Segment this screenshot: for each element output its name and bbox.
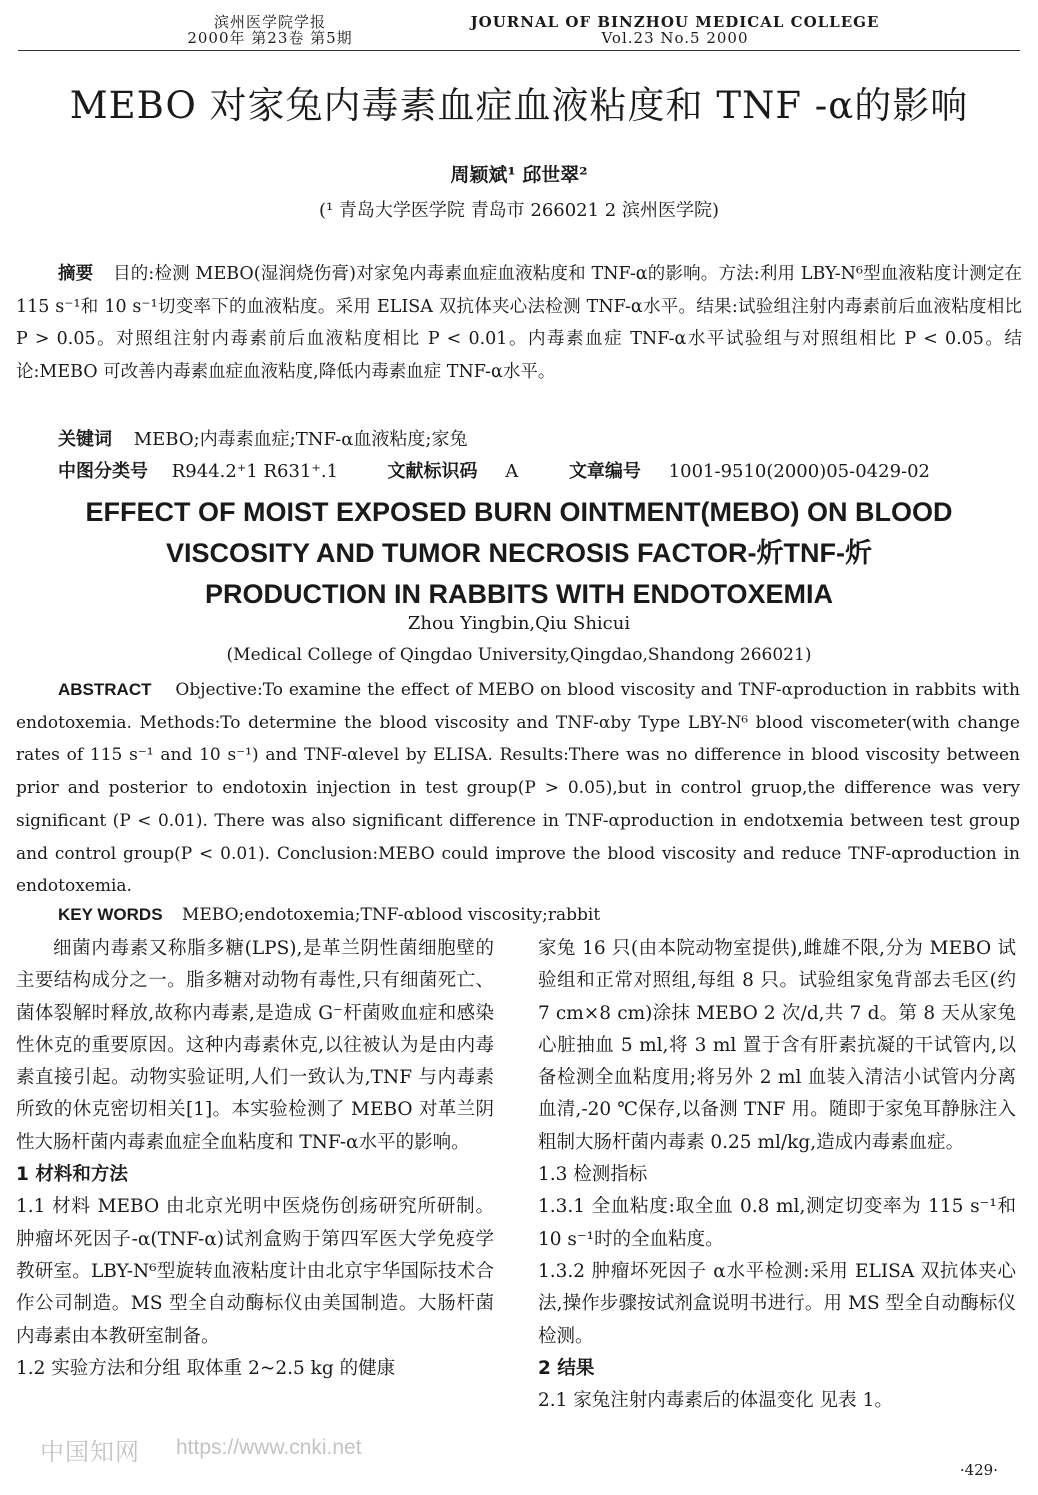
keywords-cn [58, 425, 468, 451]
section-1-3-2-paragraph: 1.3.2 肿瘤坏死因子 α水平检测:采用 ELISA 双抗体夹心法,操作步骤按试剂盒说明书进行。用 MS 型全自动酶标仪检测。 [538, 1260, 1016, 1347]
journal-issue-cn: 2000年 第23卷 第5期 [187, 29, 353, 47]
cnki-watermark-url: https://www.cnki.net [176, 1436, 362, 1459]
section-1-1-paragraph: 1.1 材料 MEBO 由北京光明中医烧伤创疡研究所研制。肿瘤坏死因子-α(TNF-α)试剂盒购于第四军医大学免疫学教研室。LBY-N⁶型旋转血液粘度计由北京宇华国际技术合作公司制造。MS 型全自动酶标仪由美国制造。大肠杆菌内毒素由本教研室制备。 [16, 1196, 494, 1347]
keywords-cn-text: MEBO;内毒素血症;TNF-α血液粘度;家兔 [133, 429, 468, 450]
page-number: ·429· [959, 1461, 998, 1479]
abstract-cn-label: 摘要 [58, 264, 94, 284]
affiliation-cn: (¹ 青岛大学医学院 青岛市 266021 2 滨州医学院) [318, 200, 720, 221]
section-1-2-continued: 家兔 16 只(由本院动物室提供),雌雄不限,分为 MEBO 试验组和正常对照组,每组 8 只。试验组家兔背部去毛区(约 7 cm×8 cm)涂抹 MEBO 2 次/d,共 7 d。第 8 天从家兔心脏抽血 5 ml,将 3 ml 置于含有肝素抗凝的干试管内,以备检测全血粘度用;将另外 2 ml 血装入清洁小试管内分离血清,-20 ℃保存,以备测 TNF 用。随即于家兔耳静脉注入粗制大肠杆菌内毒素 0.25 ml/kg,造成内毒素血症。 [538, 938, 1016, 1153]
section-1-3-heading: 1.3 检测指标 [538, 1164, 648, 1186]
header-rule [18, 50, 1020, 51]
abstract-en-text: Objective:To examine the effect of MEBO on blood viscosity and TNF-αproduction in rabbits with endotoxemia. Methods:To determine the blood viscosity and TNF-αby Type LBY-N⁶ blood viscometer(with change rates of 115 s⁻¹ and 10 s⁻¹) and TNF-αlevel by ELISA. Results:There was no difference in blood viscosity between prior and posterior to endotoxin injection in test group(P > 0.05),but in control gruop,the difference was very significant (P < 0.01). There was also significant difference in TNF-αproduction in endotxemia between test group and control group(P < 0.01). Conclusion:MEBO could improve the blood viscosity and reduce TNF-αproduction in endotoxemia. [16, 680, 1020, 897]
journal-header-en [440, 14, 910, 46]
authors-cn: 周颖斌¹ 邱世翠² [450, 164, 588, 186]
keywords-en-label: KEY WORDS [58, 905, 163, 924]
abstract-en-label: ABSTRACT [58, 680, 152, 699]
body-column-left [16, 933, 494, 1385]
clc-value: R944.2⁺1 R631⁺.1 [171, 461, 339, 482]
abstract-cn-text: 目的:检测 MEBO(湿润烧伤膏)对家兔内毒素血症血液粘度和 TNF-α的影响。方法:利用 LBY-N⁶型血液粘度计测定在 115 s⁻¹和 10 s⁻¹切变率下的血液粘度。采用 ELISA 双抗体夹心法检测 TNF-α水平。结果:试验组注射内毒素前后血液粘度相比 P > 0.05。对照组注射内毒素前后血液粘度相比 P < 0.01。内毒素血症 TNF-α水平试验组与对照组相比 P < 0.05。结论:MEBO 可改善内毒素血症血液粘度,降低内毒素血症 TNF-α水平。 [16, 264, 1022, 382]
article-title-en [0, 492, 1038, 615]
classification-row [58, 457, 930, 483]
section-1-2-paragraph: 1.2 实验方法和分组 取体重 2~2.5 kg 的健康 [16, 1357, 396, 1379]
authors-en: Zhou Yingbin,Qiu Shicui [407, 613, 631, 634]
doc-code-value: A [505, 461, 519, 482]
keywords-en-text: MEBO;endotoxemia;TNF-αblood viscosity;rabbit [181, 905, 601, 925]
section-2-1-paragraph: 2.1 家兔注射内毒素后的体温变化 见表 1。 [538, 1390, 893, 1412]
title-en-line-1: EFFECT OF MOIST EXPOSED BURN OINTMENT(MEBO) ON BLOOD [85, 497, 953, 527]
intro-paragraph: 细菌内毒素又称脂多糖(LPS),是革兰阴性菌细胞壁的主要结构成分之一。脂多糖对动物有毒性,只有细菌死亡、菌体裂解时释放,故称内毒素,是造成 G⁻杆菌败血症和感染性休克的重要原因。这种内毒素休克,以往被认为是由内毒素直接引起。动物实验证明,人们一致认为,TNF 与内毒素所致的休克密切相关[1]。本实验检测了 MEBO 对革兰阴性大肠杆菌内毒素血症全血粘度和 TNF-α水平的影响。 [16, 938, 494, 1153]
title-en-line-2: VISCOSITY AND TUMOR NECROSIS FACTOR-炘TNF-炘 [165, 538, 873, 568]
doc-code-label: 文献标识码 [387, 461, 478, 482]
section-1-3-1-paragraph: 1.3.1 全血粘度:取全血 0.8 ml,测定切变率为 115 s⁻¹和 10 s⁻¹时的全血粘度。 [538, 1196, 1016, 1250]
affiliation-en: (Medical College of Qingdao University,Qingdao,Shandong 266021) [226, 645, 812, 665]
body-column-right [538, 933, 1016, 1417]
journal-issue-en: Vol.23 No.5 2000 [601, 29, 749, 47]
keywords-en [58, 905, 600, 925]
title-en-line-3: PRODUCTION IN RABBITS WITH ENDOTOXEMIA [204, 579, 833, 609]
clc-label: 中图分类号 [58, 461, 148, 482]
section-2-heading: 2 结果 [538, 1357, 595, 1379]
article-number-label: 文章编号 [568, 461, 641, 482]
journal-name-en: JOURNAL OF BINZHOU MEDICAL COLLEGE [470, 13, 880, 31]
journal-name-cn: 滨州医学院学报 [213, 13, 326, 31]
section-1-heading: 1 材料和方法 [16, 1164, 128, 1186]
abstract-en [16, 674, 1020, 903]
journal-header-cn [150, 14, 390, 46]
abstract-cn [16, 258, 1022, 388]
article-title-cn: MEBO 对家兔内毒素血症血液粘度和 TNF -α的影响 [69, 84, 969, 127]
article-number-value: 1001-9510(2000)05-0429-02 [668, 461, 931, 482]
cnki-watermark-logo: 中国知网 [40, 1439, 140, 1466]
keywords-cn-label: 关键词 [58, 429, 112, 450]
